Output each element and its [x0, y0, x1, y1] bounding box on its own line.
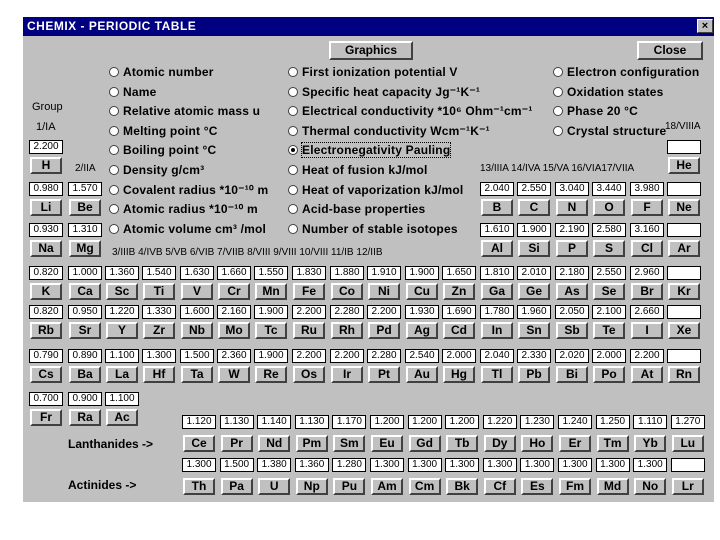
element-value-rn: [667, 349, 701, 363]
option-label[interactable]: Number of stable isotopes: [302, 221, 458, 236]
radio-option-12[interactable]: [288, 106, 298, 116]
element-re-button[interactable]: Re: [255, 366, 287, 383]
element-c-button[interactable]: C: [518, 199, 550, 216]
element-value-b: 2.040: [480, 182, 514, 196]
element-value-k: 0.820: [29, 266, 63, 280]
radio-option-16[interactable]: [288, 185, 298, 195]
actinides-value-np: 1.360: [295, 458, 329, 472]
element-s-button[interactable]: S: [593, 240, 625, 257]
element-value-se: 2.550: [592, 266, 626, 280]
option-label[interactable]: Atomic number: [123, 65, 214, 79]
element-value-ne: [667, 182, 701, 196]
element-value-ac: 1.100: [105, 392, 139, 406]
element-value-hg: 2.000: [442, 349, 476, 363]
element-value-at: 2.200: [630, 349, 664, 363]
element-tc-button[interactable]: Tc: [255, 322, 287, 339]
element-mn-button[interactable]: Mn: [255, 283, 287, 300]
element-value-w: 2.360: [217, 349, 251, 363]
groups-13-17-header: 13/IIIA 14/IVA 15/VA 16/VIA17/VIIA: [480, 163, 635, 174]
element-value-ru: 2.200: [292, 305, 326, 319]
radio-option-15[interactable]: [288, 165, 298, 175]
element-value-pt: 2.280: [367, 349, 401, 363]
element-ne-button[interactable]: Ne: [668, 199, 700, 216]
lanthanides-value-pm: 1.130: [295, 415, 329, 429]
radio-option-2[interactable]: [109, 87, 119, 97]
element-value-kr: [667, 266, 701, 280]
lanthanides-ce-button[interactable]: Ce: [183, 435, 215, 452]
element-value-pd: 2.200: [367, 305, 401, 319]
lanthanides-dy-button[interactable]: Dy: [484, 435, 516, 452]
element-value-ga: 1.810: [480, 266, 514, 280]
chemix-window: [23, 17, 714, 502]
element-nb-button[interactable]: Nb: [181, 322, 213, 339]
lanthanides-value-lu: 1.270: [671, 415, 705, 429]
element-sc-button[interactable]: Sc: [106, 283, 138, 300]
option-label[interactable]: Oxidation states: [567, 84, 664, 99]
element-pb-button[interactable]: Pb: [518, 366, 550, 383]
element-value-cd: 1.690: [442, 305, 476, 319]
element-po-button[interactable]: Po: [593, 366, 625, 383]
element-value-tl: 2.040: [480, 349, 514, 363]
radio-option-11[interactable]: [288, 87, 298, 97]
actinides-cm-button[interactable]: Cm: [409, 478, 441, 495]
radio-option-13[interactable]: [288, 126, 298, 136]
element-value-ta: 1.500: [180, 349, 214, 363]
element-ru-button[interactable]: Ru: [293, 322, 325, 339]
element-value-li: 0.980: [29, 182, 63, 196]
element-na-button[interactable]: Na: [30, 240, 62, 257]
radio-option-22[interactable]: [553, 126, 563, 136]
element-zr-button[interactable]: Zr: [143, 322, 175, 339]
element-value-mo: 2.160: [217, 305, 251, 319]
element-as-button[interactable]: As: [556, 283, 588, 300]
option-label[interactable]: Boiling point °C: [123, 143, 217, 158]
element-be-button[interactable]: Be: [69, 199, 101, 216]
actinides-value-th: 1.300: [182, 458, 216, 472]
option-label[interactable]: Covalent radius *10⁻¹⁰ m: [123, 182, 269, 197]
lanthanides-value-er: 1.240: [558, 415, 592, 429]
actinides-bk-button[interactable]: Bk: [446, 478, 478, 495]
element-value-p: 2.190: [555, 223, 589, 237]
actinides-value-lr: [671, 458, 705, 472]
element-cr-button[interactable]: Cr: [218, 283, 250, 300]
element-al-button[interactable]: Al: [481, 240, 513, 257]
element-value-br: 2.960: [630, 266, 664, 280]
actinides-pu-button[interactable]: Pu: [333, 478, 365, 495]
actinides-th-button[interactable]: Th: [183, 478, 215, 495]
actinides-value-cm: 1.300: [408, 458, 442, 472]
actinides-lr-button[interactable]: Lr: [672, 478, 704, 495]
actinides-value-bk: 1.300: [445, 458, 479, 472]
element-value-c: 2.550: [517, 182, 551, 196]
actinides-u-button[interactable]: U: [258, 478, 290, 495]
element-value-ca: 1.000: [68, 266, 102, 280]
actinides-value-cf: 1.300: [483, 458, 517, 472]
element-sn-button[interactable]: Sn: [518, 322, 550, 339]
element-cu-button[interactable]: Cu: [406, 283, 438, 300]
element-value-s: 2.580: [592, 223, 626, 237]
element-ar-button[interactable]: Ar: [668, 240, 700, 257]
element-value-si: 1.900: [517, 223, 551, 237]
option-label[interactable]: Electronegativity Pauling: [302, 143, 451, 158]
graphics-button[interactable]: Graphics: [329, 41, 413, 60]
element-value-cu: 1.900: [405, 266, 439, 280]
element-value-ir: 2.200: [330, 349, 364, 363]
lanthanides-value-nd: 1.140: [257, 415, 291, 429]
element-ir-button[interactable]: Ir: [331, 366, 363, 383]
element-value-co: 1.880: [330, 266, 364, 280]
element-pt-button[interactable]: Pt: [368, 366, 400, 383]
option-label[interactable]: Phase 20 °C: [567, 104, 639, 119]
lanthanides-er-button[interactable]: Er: [559, 435, 591, 452]
close-icon[interactable]: ×: [697, 19, 713, 33]
element-o-button[interactable]: O: [593, 199, 625, 216]
element-zn-button[interactable]: Zn: [443, 283, 475, 300]
option-label[interactable]: Density g/cm³: [123, 163, 205, 177]
option-label[interactable]: Thermal conductivity Wcm⁻¹K⁻¹: [302, 123, 490, 138]
actinides-no-button[interactable]: No: [634, 478, 666, 495]
element-value-v: 1.630: [180, 266, 214, 280]
element-value-ge: 2.010: [517, 266, 551, 280]
option-label[interactable]: Crystal structure: [567, 123, 667, 138]
element-value-n: 3.040: [555, 182, 589, 196]
element-value-sb: 2.050: [555, 305, 589, 319]
element-value-sn: 1.960: [517, 305, 551, 319]
element-value-xe: [667, 305, 701, 319]
option-label[interactable]: Specific heat capacity Jg⁻¹K⁻¹: [302, 84, 481, 99]
element-ta-button[interactable]: Ta: [181, 366, 213, 383]
element-w-button[interactable]: W: [218, 366, 250, 383]
lanthanides-pr-button[interactable]: Pr: [221, 435, 253, 452]
element-value-y: 1.220: [105, 305, 139, 319]
lanthanides-ho-button[interactable]: Ho: [521, 435, 553, 452]
element-value-nb: 1.600: [180, 305, 214, 319]
actinides-value-pa: 1.500: [220, 458, 254, 472]
option-label[interactable]: Heat of fusion kJ/mol: [302, 163, 428, 177]
element-value-zn: 1.650: [442, 266, 476, 280]
element-value-mg: 1.310: [68, 223, 102, 237]
element-y-button[interactable]: Y: [106, 322, 138, 339]
element-v-button[interactable]: V: [181, 283, 213, 300]
element-value-mn: 1.550: [254, 266, 288, 280]
radio-option-9[interactable]: [109, 224, 119, 234]
radio-option-1[interactable]: [109, 67, 119, 77]
element-value-rb: 0.820: [29, 305, 63, 319]
group-1-header: 1/IA: [36, 121, 56, 133]
title-bar: [23, 17, 714, 36]
lanthanides-eu-button[interactable]: Eu: [371, 435, 403, 452]
element-te-button[interactable]: Te: [593, 322, 625, 339]
element-li-button[interactable]: Li: [30, 199, 62, 216]
element-h-button[interactable]: H: [30, 157, 62, 174]
element-ga-button[interactable]: Ga: [481, 283, 513, 300]
lanthanides-value-gd: 1.200: [408, 415, 442, 429]
element-ra-button[interactable]: Ra: [69, 409, 101, 426]
element-ac-button[interactable]: Ac: [106, 409, 138, 426]
option-label[interactable]: Heat of vaporization kJ/mol: [302, 182, 464, 197]
lanthanides-tb-button[interactable]: Tb: [446, 435, 478, 452]
element-b-button[interactable]: B: [481, 199, 513, 216]
element-pd-button[interactable]: Pd: [368, 322, 400, 339]
actinides-am-button[interactable]: Am: [371, 478, 403, 495]
lanthanides-gd-button[interactable]: Gd: [409, 435, 441, 452]
element-value-zr: 1.330: [142, 305, 176, 319]
element-value-re: 1.900: [254, 349, 288, 363]
lanthanides-value-tm: 1.250: [596, 415, 630, 429]
element-value-sc: 1.360: [105, 266, 139, 280]
element-value-al: 1.610: [480, 223, 514, 237]
element-i-button[interactable]: I: [631, 322, 663, 339]
lanthanides-value-eu: 1.200: [370, 415, 404, 429]
element-os-button[interactable]: Os: [293, 366, 325, 383]
element-he-button[interactable]: He: [668, 157, 700, 174]
lanthanides-value-tb: 1.200: [445, 415, 479, 429]
element-hf-button[interactable]: Hf: [143, 366, 175, 383]
lanthanides-lu-button[interactable]: Lu: [672, 435, 704, 452]
lanthanides-tm-button[interactable]: Tm: [597, 435, 629, 452]
actinides-label: Actinides ->: [68, 478, 137, 492]
element-value-be: 1.570: [68, 182, 102, 196]
element-ge-button[interactable]: Ge: [518, 283, 550, 300]
element-value-ar: [667, 223, 701, 237]
lanthanides-pm-button[interactable]: Pm: [296, 435, 328, 452]
element-au-button[interactable]: Au: [406, 366, 438, 383]
close-button[interactable]: Close: [637, 41, 703, 60]
element-ag-button[interactable]: Ag: [406, 322, 438, 339]
lanthanides-value-ho: 1.230: [520, 415, 554, 429]
element-mo-button[interactable]: Mo: [218, 322, 250, 339]
element-at-button[interactable]: At: [631, 366, 663, 383]
actinides-value-es: 1.300: [520, 458, 554, 472]
element-value-f: 3.980: [630, 182, 664, 196]
element-k-button[interactable]: K: [30, 283, 62, 300]
radio-option-8[interactable]: [109, 204, 119, 214]
element-value-pb: 2.330: [517, 349, 551, 363]
radio-option-14[interactable]: [288, 145, 298, 155]
element-fr-button[interactable]: Fr: [30, 409, 62, 426]
element-ba-button[interactable]: Ba: [69, 366, 101, 383]
group-2-header: 2/IIA: [75, 163, 96, 174]
actinides-es-button[interactable]: Es: [521, 478, 553, 495]
element-value-ti: 1.540: [142, 266, 176, 280]
radio-option-4[interactable]: [109, 126, 119, 136]
element-xe-button[interactable]: Xe: [668, 322, 700, 339]
element-kr-button[interactable]: Kr: [668, 283, 700, 300]
element-value-os: 2.200: [292, 349, 326, 363]
element-f-button[interactable]: F: [631, 199, 663, 216]
option-label[interactable]: Acid-base properties: [302, 202, 426, 217]
element-se-button[interactable]: Se: [593, 283, 625, 300]
lanthanides-value-sm: 1.170: [332, 415, 366, 429]
element-rb-button[interactable]: Rb: [30, 322, 62, 339]
radio-option-6[interactable]: [109, 165, 119, 175]
element-mg-button[interactable]: Mg: [69, 240, 101, 257]
element-value-h: 2.200: [29, 140, 63, 154]
element-value-rh: 2.280: [330, 305, 364, 319]
actinides-fm-button[interactable]: Fm: [559, 478, 591, 495]
element-si-button[interactable]: Si: [518, 240, 550, 257]
radio-option-20[interactable]: [553, 87, 563, 97]
element-value-ra: 0.900: [68, 392, 102, 406]
element-co-button[interactable]: Co: [331, 283, 363, 300]
radio-option-3[interactable]: [109, 106, 119, 116]
element-value-po: 2.000: [592, 349, 626, 363]
option-label[interactable]: Name: [123, 84, 157, 99]
element-value-ag: 1.930: [405, 305, 439, 319]
actinides-pa-button[interactable]: Pa: [221, 478, 253, 495]
element-bi-button[interactable]: Bi: [556, 366, 588, 383]
element-value-tc: 1.900: [254, 305, 288, 319]
element-n-button[interactable]: N: [556, 199, 588, 216]
element-value-fr: 0.700: [29, 392, 63, 406]
radio-option-19[interactable]: [553, 67, 563, 77]
lanthanides-label: Lanthanides ->: [68, 437, 154, 451]
element-value-ba: 0.890: [68, 349, 102, 363]
lanthanides-yb-button[interactable]: Yb: [634, 435, 666, 452]
element-value-ni: 1.910: [367, 266, 401, 280]
element-value-te: 2.100: [592, 305, 626, 319]
radio-option-7[interactable]: [109, 185, 119, 195]
element-rh-button[interactable]: Rh: [331, 322, 363, 339]
actinides-value-u: 1.380: [257, 458, 291, 472]
element-sr-button[interactable]: Sr: [69, 322, 101, 339]
element-value-fe: 1.830: [292, 266, 326, 280]
element-value-hf: 1.300: [142, 349, 176, 363]
element-value-bi: 2.020: [555, 349, 589, 363]
element-tl-button[interactable]: Tl: [481, 366, 513, 383]
lanthanides-sm-button[interactable]: Sm: [333, 435, 365, 452]
element-in-button[interactable]: In: [481, 322, 513, 339]
radio-option-18[interactable]: [288, 224, 298, 234]
element-fe-button[interactable]: Fe: [293, 283, 325, 300]
lanthanides-value-ce: 1.120: [182, 415, 216, 429]
actinides-cf-button[interactable]: Cf: [484, 478, 516, 495]
actinides-value-fm: 1.300: [558, 458, 592, 472]
radio-option-5[interactable]: [109, 145, 119, 155]
option-label[interactable]: Electron configuration: [567, 65, 700, 79]
element-value-in: 1.780: [480, 305, 514, 319]
element-cl-button[interactable]: Cl: [631, 240, 663, 257]
lanthanides-value-dy: 1.220: [483, 415, 517, 429]
radio-option-17[interactable]: [288, 204, 298, 214]
element-value-na: 0.930: [29, 223, 63, 237]
transition-groups-header: 3/IIIB 4/IVB 5/VB 6/VIB 7/VIIB 8/VIII 9/VIII 10/VIII 11/IB 12/IIB: [112, 247, 383, 258]
element-value-sr: 0.950: [68, 305, 102, 319]
actinides-value-am: 1.300: [370, 458, 404, 472]
element-ni-button[interactable]: Ni: [368, 283, 400, 300]
option-label[interactable]: Melting point °C: [123, 123, 218, 138]
lanthanides-nd-button[interactable]: Nd: [258, 435, 290, 452]
element-value-cs: 0.790: [29, 349, 63, 363]
group-18-header: 18/VIIIA: [665, 121, 701, 132]
radio-option-10[interactable]: [288, 67, 298, 77]
element-br-button[interactable]: Br: [631, 283, 663, 300]
element-sb-button[interactable]: Sb: [556, 322, 588, 339]
element-ca-button[interactable]: Ca: [69, 283, 101, 300]
element-cs-button[interactable]: Cs: [30, 366, 62, 383]
option-label[interactable]: Electrical conductivity *10⁶ Ohm⁻¹cm⁻¹: [302, 104, 533, 119]
actinides-value-no: 1.300: [633, 458, 667, 472]
option-label[interactable]: Relative atomic mass u: [123, 104, 261, 119]
option-label[interactable]: Atomic volume cm³ /mol: [123, 221, 267, 236]
actinides-md-button[interactable]: Md: [597, 478, 629, 495]
element-p-button[interactable]: P: [556, 240, 588, 257]
window-title: CHEMIX - PERIODIC TABLE: [27, 19, 197, 33]
element-value-as: 2.180: [555, 266, 589, 280]
element-value-la: 1.100: [105, 349, 139, 363]
element-value-i: 2.660: [630, 305, 664, 319]
element-value-o: 3.440: [592, 182, 626, 196]
option-label[interactable]: First ionization potential V: [302, 65, 458, 79]
group-label: Group: [32, 101, 63, 113]
lanthanides-value-yb: 1.110: [633, 415, 667, 429]
element-value-au: 2.540: [405, 349, 439, 363]
element-ti-button[interactable]: Ti: [143, 283, 175, 300]
actinides-value-md: 1.300: [596, 458, 630, 472]
element-rn-button[interactable]: Rn: [668, 366, 700, 383]
element-cd-button[interactable]: Cd: [443, 322, 475, 339]
actinides-value-pu: 1.280: [332, 458, 366, 472]
actinides-np-button[interactable]: Np: [296, 478, 328, 495]
element-la-button[interactable]: La: [106, 366, 138, 383]
option-label[interactable]: Atomic radius *10⁻¹⁰ m: [123, 202, 258, 217]
radio-option-21[interactable]: [553, 106, 563, 116]
lanthanides-value-pr: 1.130: [220, 415, 254, 429]
element-value-cl: 3.160: [630, 223, 664, 237]
element-value-cr: 1.660: [217, 266, 251, 280]
element-hg-button[interactable]: Hg: [443, 366, 475, 383]
element-value-he: [667, 140, 701, 154]
